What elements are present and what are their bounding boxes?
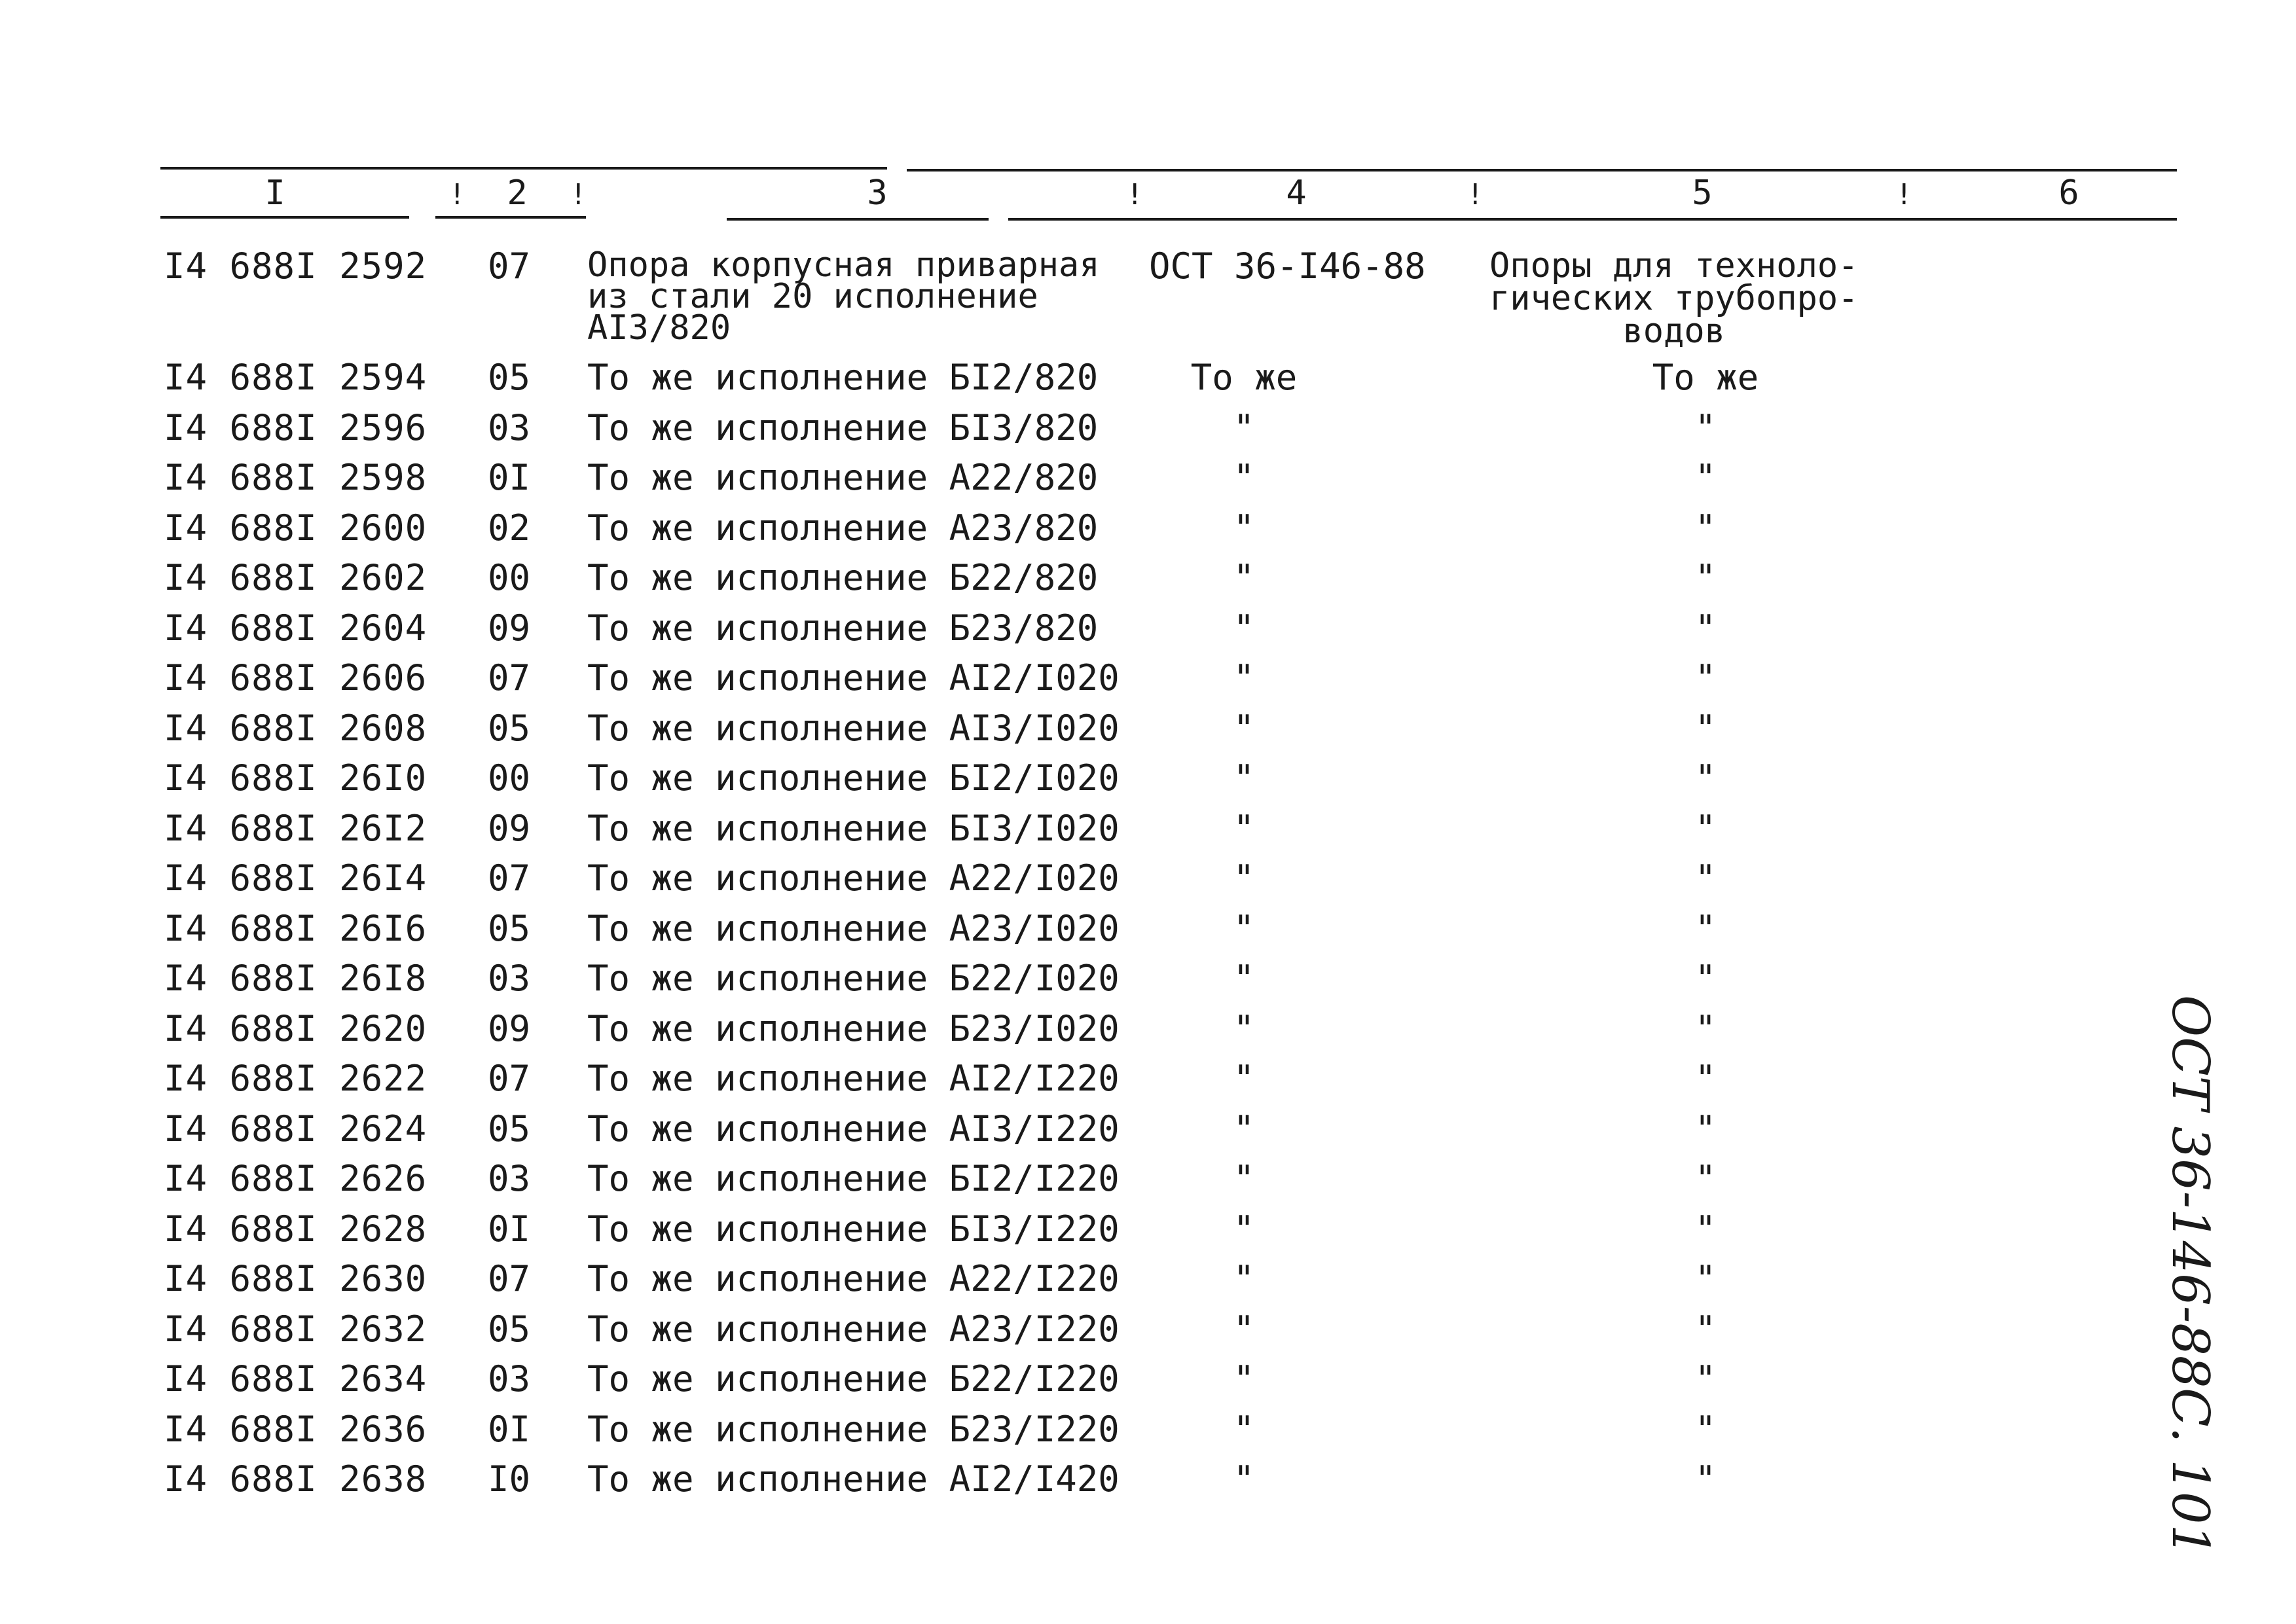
row-standard: " xyxy=(1233,1258,1255,1299)
row-standard: " xyxy=(1233,1358,1255,1399)
row-standard: " xyxy=(1233,1058,1255,1099)
row-description: То же исполнение Б23/820 xyxy=(587,607,1099,649)
row-code: I4 688I 2608 xyxy=(164,707,428,749)
note-line: Опоры для техноло- xyxy=(1489,246,1859,285)
note-line: гических трубопро- xyxy=(1489,279,1859,318)
row-description: То же исполнение AI2/I220 xyxy=(587,1058,1120,1099)
row-standard: " xyxy=(1233,1108,1255,1149)
row-standard: " xyxy=(1233,657,1255,698)
row-code: I4 688I 2624 xyxy=(164,1108,428,1149)
header-col-5: 5 xyxy=(1692,173,1713,213)
row-code: I4 688I 2620 xyxy=(164,1007,428,1049)
row-standard: " xyxy=(1233,406,1255,448)
row-description: То же исполнение Б23/I220 xyxy=(587,1408,1120,1450)
row-standard: " xyxy=(1233,1007,1255,1049)
header-separator: ! xyxy=(570,178,587,211)
header-separator: ! xyxy=(1467,178,1484,211)
row-number: 07 xyxy=(488,857,531,899)
row-note: " xyxy=(1694,1058,1717,1099)
row-note: " xyxy=(1694,1108,1717,1149)
row-code: I4 688I 2626 xyxy=(164,1158,428,1199)
row-description: То же исполнение A22/820 xyxy=(587,457,1099,498)
table-row xyxy=(0,657,2296,707)
header-bottom-rule xyxy=(727,218,989,221)
row-note: " xyxy=(1694,1458,1717,1500)
row-note: " xyxy=(1694,457,1717,498)
row-code: I4 688I 2622 xyxy=(164,1058,428,1099)
table-row xyxy=(0,1158,2296,1208)
row-description: То же исполнение A22/I220 xyxy=(587,1258,1120,1299)
header-separator: ! xyxy=(1126,178,1144,211)
row-note: " xyxy=(1694,807,1717,849)
table-row xyxy=(0,808,2296,857)
row-number: 05 xyxy=(488,907,531,949)
row-standard: " xyxy=(1233,1158,1255,1199)
table-row xyxy=(0,245,2296,350)
row-note: То же xyxy=(1652,357,1759,398)
row-standard: " xyxy=(1233,707,1255,749)
row-number: 05 xyxy=(488,707,531,749)
row-description: То же исполнение A23/I220 xyxy=(587,1308,1120,1350)
row-note: " xyxy=(1694,907,1717,949)
row-note: " xyxy=(1694,406,1717,448)
header-col-1: I xyxy=(264,173,285,213)
row-code: I4 688I 2636 xyxy=(164,1408,428,1450)
row-standard: " xyxy=(1233,807,1255,849)
row-code: I4 688I 26I8 xyxy=(164,958,428,999)
header-top-rule xyxy=(907,169,2177,171)
row-note: " xyxy=(1694,1308,1717,1350)
row-code: I4 688I 2634 xyxy=(164,1358,428,1399)
table-row xyxy=(0,1308,2296,1358)
row-standard: " xyxy=(1233,1208,1255,1250)
row-note: " xyxy=(1694,857,1717,899)
table-row xyxy=(0,708,2296,757)
row-code: I4 688I 2604 xyxy=(164,607,428,649)
description-line: из стали 20 исполнение xyxy=(587,277,1038,316)
row-number: 07 xyxy=(488,245,531,287)
header-top-rule xyxy=(160,167,887,170)
row-code: I4 688I 2632 xyxy=(164,1308,428,1350)
row-code: I4 688I 26I2 xyxy=(164,807,428,849)
row-standard: " xyxy=(1233,757,1255,799)
description-line: Опора корпусная приварная xyxy=(587,245,1100,285)
row-number: 0I xyxy=(488,1208,531,1250)
row-note: " xyxy=(1694,1258,1717,1299)
table-row xyxy=(0,1008,2296,1058)
row-description: То же исполнение AI3/I020 xyxy=(587,707,1120,749)
row-number: 09 xyxy=(488,607,531,649)
page-number: С. 101 xyxy=(2160,1388,2219,1557)
row-code: I4 688I 26I6 xyxy=(164,907,428,949)
header-separator: ! xyxy=(448,178,466,211)
header-bottom-rule xyxy=(435,216,586,219)
row-code: I4 688I 2600 xyxy=(164,507,428,549)
row-description: То же исполнение A23/820 xyxy=(587,507,1099,549)
row-number: 0I xyxy=(488,457,531,498)
row-standard: " xyxy=(1233,607,1255,649)
row-number: 0I xyxy=(488,1408,531,1450)
row-number: 00 xyxy=(488,757,531,799)
table-row xyxy=(0,457,2296,507)
row-standard: ОСТ 36-I46-88 xyxy=(1149,245,1426,287)
row-standard: " xyxy=(1233,1308,1255,1350)
table-row xyxy=(0,357,2296,406)
table-row xyxy=(0,1208,2296,1258)
row-number: 09 xyxy=(488,1007,531,1049)
row-note: " xyxy=(1694,707,1717,749)
header-col-3: 3 xyxy=(867,173,888,213)
table-row xyxy=(0,407,2296,457)
row-note: " xyxy=(1694,1208,1717,1250)
header-col-4: 4 xyxy=(1286,173,1307,213)
row-number: 07 xyxy=(488,1058,531,1099)
row-code: I4 688I 2602 xyxy=(164,557,428,598)
header-separator: ! xyxy=(1895,178,1913,211)
table-row xyxy=(0,1108,2296,1158)
row-code: I4 688I 2628 xyxy=(164,1208,428,1250)
table-row xyxy=(0,507,2296,557)
row-description: То же исполнение AI3/I220 xyxy=(587,1108,1120,1149)
row-note: " xyxy=(1694,1408,1717,1450)
row-number: 03 xyxy=(488,958,531,999)
row-standard: " xyxy=(1233,857,1255,899)
row-standard: То же xyxy=(1190,357,1298,398)
row-standard: " xyxy=(1233,507,1255,549)
row-number: 03 xyxy=(488,1358,531,1399)
row-number: 05 xyxy=(488,1308,531,1350)
row-code: I4 688I 2630 xyxy=(164,1258,428,1299)
row-number: 03 xyxy=(488,406,531,448)
header-bottom-rule xyxy=(1008,218,2177,221)
row-code: I4 688I 2596 xyxy=(164,406,428,448)
row-code: I4 688I 2598 xyxy=(164,457,428,498)
row-number: I0 xyxy=(488,1458,531,1500)
table-row xyxy=(0,1458,2296,1508)
row-number: 05 xyxy=(488,1108,531,1149)
row-note: " xyxy=(1694,1358,1717,1399)
row-code: I4 688I 26I0 xyxy=(164,757,428,799)
row-number: 05 xyxy=(488,357,531,398)
row-code: I4 688I 2594 xyxy=(164,357,428,398)
row-description: То же исполнение Б22/I220 xyxy=(587,1358,1120,1399)
row-standard: " xyxy=(1233,907,1255,949)
row-standard: " xyxy=(1233,457,1255,498)
row-code: I4 688I 26I4 xyxy=(164,857,428,899)
row-description: То же исполнение A22/I020 xyxy=(587,857,1120,899)
row-note: " xyxy=(1694,507,1717,549)
table-row xyxy=(0,1358,2296,1408)
row-code: I4 688I 2592 xyxy=(164,245,428,287)
row-description: То же исполнение БI3/I220 xyxy=(587,1208,1120,1250)
row-standard: " xyxy=(1233,557,1255,598)
row-note: " xyxy=(1694,1007,1717,1049)
note-line: водов xyxy=(1622,312,1726,351)
row-number: 09 xyxy=(488,807,531,849)
table-row xyxy=(0,607,2296,657)
row-note: " xyxy=(1694,657,1717,698)
row-description: То же исполнение Б22/820 xyxy=(587,557,1099,598)
row-description: То же исполнение AI2/I420 xyxy=(587,1458,1120,1500)
row-description xyxy=(587,245,1100,348)
row-note: " xyxy=(1694,958,1717,999)
table-row xyxy=(0,557,2296,607)
table-row xyxy=(0,908,2296,958)
row-note: " xyxy=(1694,557,1717,598)
row-number: 03 xyxy=(488,1158,531,1199)
row-standard: " xyxy=(1233,1458,1255,1500)
row-standard: " xyxy=(1233,1408,1255,1450)
row-number: 07 xyxy=(488,657,531,698)
row-description: То же исполнение БI3/820 xyxy=(587,406,1099,448)
row-code: I4 688I 2638 xyxy=(164,1458,428,1500)
row-description: То же исполнение БI2/I020 xyxy=(587,757,1120,799)
table-row xyxy=(0,757,2296,807)
table-row xyxy=(0,958,2296,1007)
header-col-6: 6 xyxy=(2058,173,2079,213)
margin-standard-note: ОСТ 36-146-88 xyxy=(2160,995,2219,1388)
table-row xyxy=(0,1409,2296,1458)
row-description: То же исполнение БI2/I220 xyxy=(587,1158,1120,1199)
row-description: То же исполнение Б22/I020 xyxy=(587,958,1120,999)
table-row xyxy=(0,857,2296,907)
row-description: То же исполнение Б23/I020 xyxy=(587,1007,1120,1049)
row-description: То же исполнение БI2/820 xyxy=(587,357,1099,398)
row-number: 07 xyxy=(488,1258,531,1299)
row-number: 02 xyxy=(488,507,531,549)
row-description: То же исполнение AI2/I020 xyxy=(587,657,1120,698)
row-note xyxy=(1489,246,1859,351)
header-col-2: 2 xyxy=(507,173,528,213)
row-code: I4 688I 2606 xyxy=(164,657,428,698)
table-row xyxy=(0,1258,2296,1308)
row-description: То же исполнение БI3/I020 xyxy=(587,807,1120,849)
header-bottom-rule xyxy=(160,216,409,219)
description-line: AI3/820 xyxy=(587,308,731,348)
row-note: " xyxy=(1694,607,1717,649)
row-note: " xyxy=(1694,1158,1717,1199)
row-description: То же исполнение A23/I020 xyxy=(587,907,1120,949)
row-standard: " xyxy=(1233,958,1255,999)
row-note: " xyxy=(1694,757,1717,799)
table-row xyxy=(0,1058,2296,1108)
row-number: 00 xyxy=(488,557,531,598)
